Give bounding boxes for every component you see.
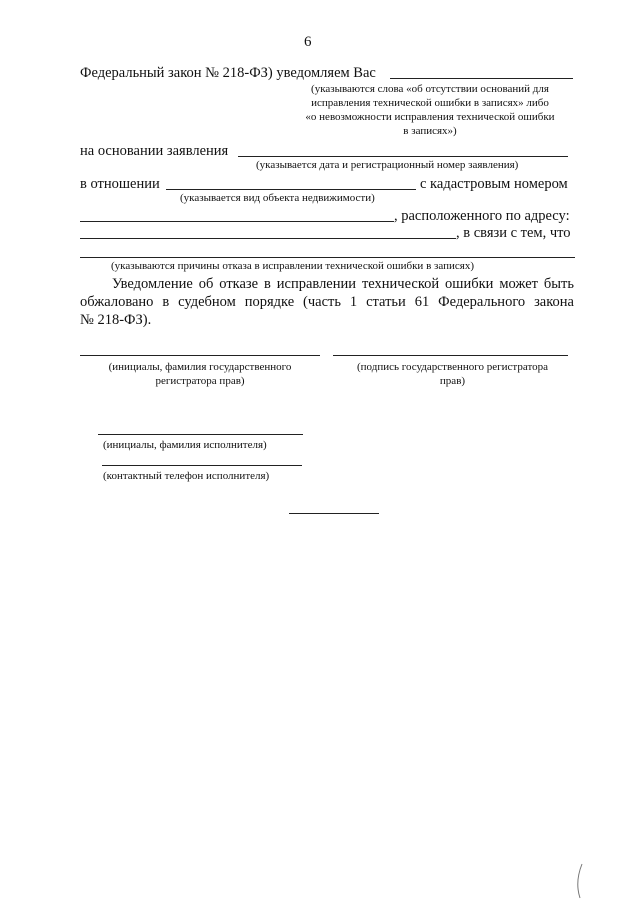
executor-phone-blank [102,465,302,466]
reason-hint: (указываются причины отказа в исправлении технической ошибки в записях) [111,260,474,272]
hint-line: исправления технической ошибки в записях» либо [311,97,549,109]
pen-mark-icon [570,862,590,902]
registrar-name-hint [80,360,320,388]
executor-name-hint: (инициалы, фамилия исполнителя) [103,439,267,451]
appeal-line: Уведомление об отказе в исправлении технической ошибки может быть [112,276,574,292]
hint-line: в записях») [403,125,457,137]
reason-suffix: , в связи с тем, что [456,225,571,241]
notice-intro-text: Федеральный закон № 218-ФЗ) уведомляем Вас [80,65,376,81]
hint-line: (подпись государственного регистратора [357,361,548,373]
address-blank [80,238,456,239]
appeal-line: № 218-ФЗ). [80,312,152,328]
basis-blank [238,156,568,157]
basis-label: на основании заявления [80,143,229,159]
basis-hint: (указывается дата и регистрационный номер заявления) [256,159,519,171]
object-type-blank [166,189,416,190]
hint-line: прав) [439,375,466,387]
executor-phone-hint: (контактный телефон исполнителя) [103,470,270,482]
hint-line: «о невозможности исправления технической ошибки [305,111,555,123]
executor-name-blank [98,434,303,435]
page-number: 6 [304,34,312,50]
registrar-signature-blank [333,355,568,356]
notice-result-hint [265,82,595,138]
address-suffix: , расположенного по адресу: [394,208,570,224]
hint-line: (указываются слова «об отсутствии оснований для [311,83,549,95]
hint-line: регистратора прав) [155,375,245,387]
regarding-label: в отношении [80,176,160,192]
object-hint: (указывается вид объекта недвижимости) [180,192,375,204]
appeal-line: обжаловано в судебном порядке (часть 1 статьи 61 Федерального закона [80,294,574,310]
cadastral-label: с кадастровым номером [420,176,568,192]
hint-line: (инициалы, фамилия государственного [108,361,292,373]
cadastral-number-blank [80,221,394,222]
end-separator [289,513,379,514]
notice-result-blank [390,78,573,79]
reason-blank [80,257,575,258]
registrar-signature-hint [330,360,575,388]
registrar-name-blank [80,355,320,356]
